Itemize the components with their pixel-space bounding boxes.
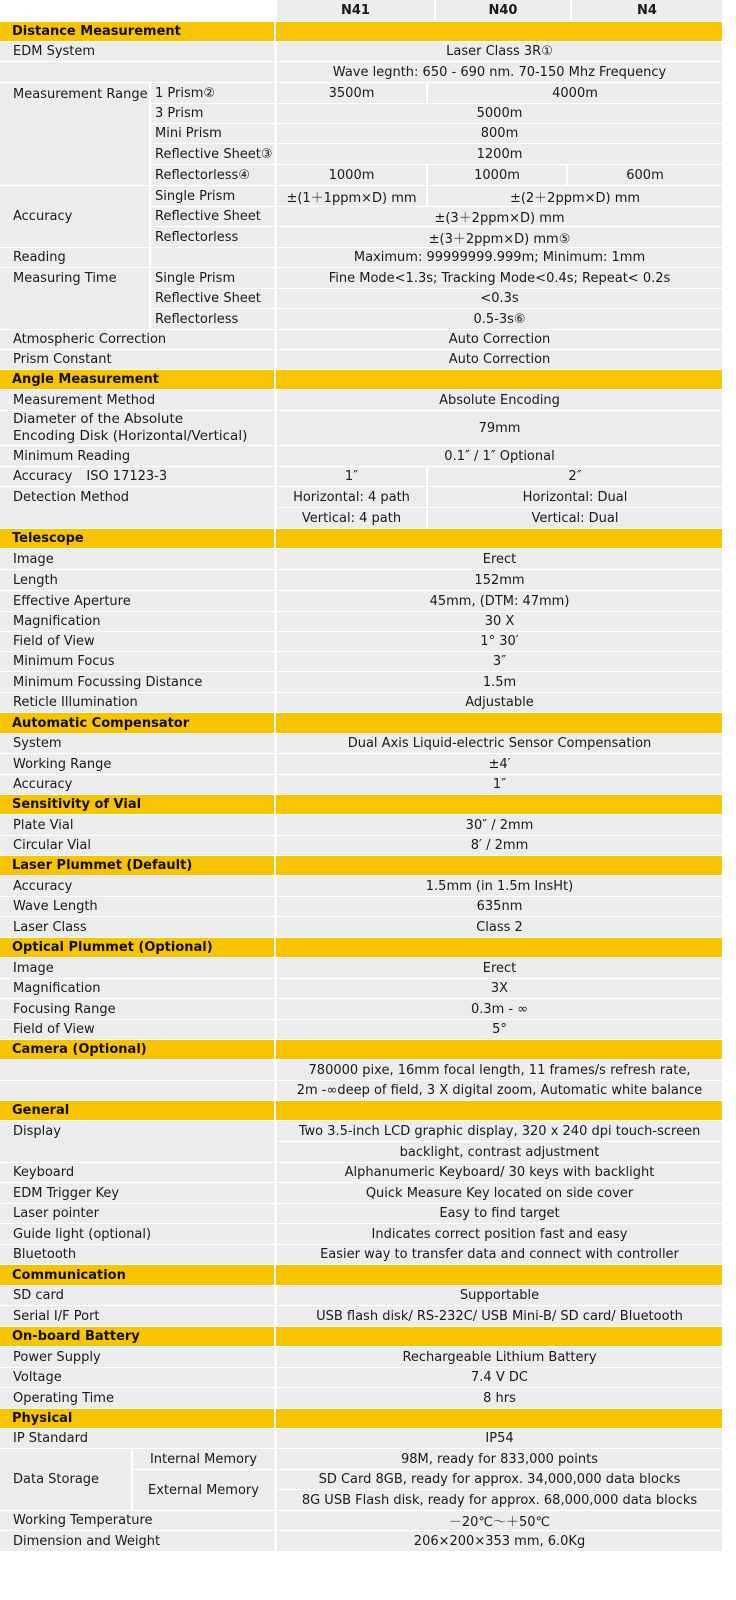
value-n41: 3500m: [277, 83, 426, 103]
row-circular-vial: [0, 836, 736, 855]
row-label: Minimum Focus: [0, 652, 274, 671]
section-vial: [0, 795, 736, 814]
row-sublabel-external: External Memory: [133, 1470, 274, 1510]
row-reflectorless-range: [0, 165, 736, 185]
row-value: USB flash disk/ RS-232C/ USB Mini-B/ SD card/ Bluetooth: [277, 1306, 722, 1326]
row-value: 1″: [277, 775, 722, 794]
row-laser-accuracy: [0, 876, 736, 896]
row-working-temperature: [0, 1511, 736, 1530]
row-value: <0.3s: [277, 289, 722, 308]
header-n4: N4: [572, 0, 722, 21]
section-laser-plummet: [0, 856, 736, 875]
row-value: 1.5mm (in 1.5m InsHt): [277, 876, 722, 896]
row-label: System: [0, 734, 274, 753]
value-n41: 1″: [277, 467, 426, 486]
section-title: Camera (Optional): [0, 1040, 274, 1059]
row-value: 0.1″ / 1″ Optional: [277, 446, 722, 466]
row-label: IP Standard: [0, 1429, 274, 1448]
row-label: Magnification: [0, 979, 274, 998]
row-label: Reading: [0, 248, 149, 267]
row-value: 1.5m: [277, 672, 722, 692]
row-label: Circular Vial: [0, 836, 274, 855]
section-communication: [0, 1265, 736, 1285]
row-label: Prism Constant: [0, 350, 274, 369]
section-title: General: [0, 1101, 274, 1120]
value-external-memory-line1: SD Card 8GB, ready for approx. 34,000,000 data blocks: [277, 1470, 722, 1489]
row-sublabel: Mini Prism: [151, 124, 274, 143]
section-angle: [0, 370, 736, 389]
value-n40-horizontal: Horizontal: Dual: [428, 487, 722, 507]
section-optical-plummet: [0, 938, 736, 957]
row-value: Erect: [277, 958, 722, 978]
row-value: Indicates correct position fast and easy: [277, 1224, 722, 1244]
value-external-memory-line2: 8G USB Flash disk, ready for approx. 68,000,000 data blocks: [277, 1490, 722, 1510]
row-mini-prism: [0, 124, 736, 143]
row-label: Measurement Method: [0, 390, 274, 410]
row-sublabel: Single Prism: [151, 186, 274, 206]
row-prism-constant: [0, 350, 736, 369]
row-value: Class 2: [277, 917, 722, 937]
row-label-standard: ISO 17123-3: [86, 469, 168, 484]
row-value: Absolute Encoding: [277, 390, 722, 410]
row-label: Bluetooth: [0, 1245, 274, 1264]
value-n40-n4: 2″: [428, 467, 722, 486]
row-label: SD card: [0, 1286, 274, 1305]
row-label: Operating Time: [0, 1388, 274, 1408]
section-title: Angle Measurement: [0, 370, 274, 389]
row-label: Wave Length: [0, 897, 274, 916]
value-n41-vertical: Vertical: 4 path: [277, 508, 426, 528]
row-voltage: [0, 1368, 736, 1387]
row-label: Keyboard: [0, 1163, 274, 1182]
section-battery: [0, 1327, 736, 1346]
row-value: Supportable: [277, 1286, 722, 1305]
row-value: Alphanumeric Keyboard/ 30 keys with backlight: [277, 1163, 722, 1182]
row-edm-trigger: [0, 1183, 736, 1203]
row-prism-3: [0, 104, 736, 123]
row-label-line1: Diameter of the Absolute: [13, 411, 184, 427]
section-title: On-board Battery: [0, 1327, 274, 1346]
row-label: Detection Method: [0, 487, 274, 507]
row-value: 30 X: [277, 612, 722, 631]
section-title: Automatic Compensator: [0, 713, 274, 733]
row-label: Dimension and Weight: [0, 1531, 274, 1551]
row-label: Focusing Range: [0, 999, 274, 1019]
row-label: Measurement Range: [0, 83, 149, 105]
row-label: Accuracy: [0, 876, 274, 896]
row-operating-time: [0, 1388, 736, 1408]
row-laser-pointer: [0, 1204, 736, 1223]
row-value: 5°: [277, 1020, 722, 1039]
row-compensator-accuracy: [0, 775, 736, 794]
row-label: Minimum Reading: [0, 446, 274, 466]
row-value: Laser Class 3R①: [277, 42, 722, 61]
column-header-row: [0, 0, 736, 21]
row-prism-1: [0, 83, 736, 103]
section-physical: [0, 1409, 736, 1428]
section-distance: [0, 22, 736, 41]
row-value: Rechargeable Lithium Battery: [277, 1347, 722, 1367]
row-label: Power Supply: [0, 1347, 274, 1367]
row-value: IP54: [277, 1429, 722, 1448]
value-n41: 1000m: [277, 165, 426, 185]
row-label: Field of View: [0, 1020, 274, 1039]
header-n41: N41: [277, 0, 434, 21]
row-laser-wavelength: [0, 897, 736, 916]
row-accuracy-reflectorless: [0, 227, 736, 247]
row-minimum-reading: [0, 446, 736, 466]
row-label: Serial I/F Port: [0, 1306, 274, 1326]
row-value: Easier way to transfer data and connect with controller: [277, 1245, 722, 1264]
row-time-reflectorless: [0, 309, 736, 329]
row-plate-vial: [0, 815, 736, 835]
row-time-single: [0, 268, 736, 288]
value-n41: ±(1＋1ppm×D) mm: [277, 186, 426, 206]
row-sublabel: 3 Prism: [151, 104, 274, 123]
row-sublabel: Reflective Sheet③: [151, 144, 274, 164]
row-value: －20℃～＋50℃: [277, 1511, 722, 1530]
row-value: 780000 pixe, 16mm focal length, 11 frames/s refresh rate,: [277, 1060, 722, 1080]
row-label: Working Temperature: [0, 1511, 274, 1530]
row-label: Length: [0, 570, 274, 590]
row-optical-image: [0, 958, 736, 978]
row-reading: [0, 248, 736, 267]
row-label: Image: [0, 549, 274, 569]
row-display: [0, 1121, 736, 1162]
row-label: Reticle Illumination: [0, 693, 274, 712]
row-label: Data Storage: [0, 1449, 131, 1510]
row-detection-method: [0, 487, 736, 528]
row-sublabel: Reflectorless: [151, 309, 274, 329]
row-label: Minimum Focussing Distance: [0, 672, 274, 692]
row-label: Guide light (optional): [0, 1224, 274, 1244]
row-value: 800m: [277, 124, 722, 143]
header-n40: N40: [436, 0, 570, 21]
row-value: Fine Mode<1.3s; Tracking Mode<0.4s; Repeat< 0.2s: [277, 268, 722, 288]
row-optical-focusing-range: [0, 999, 736, 1019]
row-telescope-reticle: [0, 693, 736, 712]
row-label: Atmospheric Correction: [0, 330, 274, 349]
row-sublabel: Reflective Sheet: [151, 289, 274, 308]
row-value: ±(3＋2ppm×D) mm: [277, 207, 722, 226]
row-label: Working Range: [0, 754, 274, 774]
row-value: 7.4 V DC: [277, 1368, 722, 1387]
row-telescope-min-focus: [0, 652, 736, 671]
row-measurement-method: [0, 390, 736, 410]
row-value: 0.3m - ∞: [277, 999, 722, 1019]
row-sublabel-internal: Internal Memory: [133, 1449, 274, 1469]
row-sublabel: Reflective Sheet: [151, 207, 274, 226]
row-value: 2m -∞deep of field, 3 X digital zoom, Automatic white balance: [277, 1081, 722, 1100]
row-accuracy-single: [0, 186, 736, 206]
row-value: 3X: [277, 979, 722, 998]
row-value: Quick Measure Key located on side cover: [277, 1183, 722, 1203]
row-value: 79mm: [277, 411, 722, 445]
section-camera: [0, 1040, 736, 1059]
section-title: Communication: [0, 1265, 274, 1285]
row-sd-card: [0, 1286, 736, 1305]
row-label: Measuring Time: [0, 268, 149, 288]
row-label-line2: Encoding Disk (Horizontal/Vertical): [13, 428, 248, 444]
row-value: 45mm, (DTM: 47mm): [277, 591, 722, 611]
row-value: 1° 30′: [277, 632, 722, 651]
row-label: Laser pointer: [0, 1204, 274, 1223]
row-value: Wave legnth: 650 - 690 nm. 70-150 Mhz Frequency: [277, 62, 722, 82]
row-edm-system: [0, 42, 736, 61]
row-value: 8′ / 2mm: [277, 836, 722, 855]
row-value: Auto Correction: [277, 350, 722, 369]
row-label: EDM Trigger Key: [0, 1183, 274, 1203]
row-telescope-image: [0, 549, 736, 569]
row-label: Field of View: [0, 632, 274, 651]
row-laser-class: [0, 917, 736, 937]
section-title: Sensitivity of Vial: [0, 795, 274, 814]
row-label: Laser Class: [0, 917, 274, 937]
row-disk-diameter: [0, 411, 736, 445]
row-telescope-aperture: [0, 591, 736, 611]
row-dimension-weight: [0, 1531, 736, 1551]
row-label: EDM System: [0, 42, 274, 61]
section-general: [0, 1101, 736, 1120]
row-value: 30″ / 2mm: [277, 815, 722, 835]
row-edm-wave: [0, 62, 736, 82]
row-camera-line1: [0, 1060, 736, 1080]
row-guide-light: [0, 1224, 736, 1244]
value-n40-vertical: Vertical: Dual: [428, 508, 722, 528]
row-compensator-system: [0, 734, 736, 753]
row-value: 5000m: [277, 104, 722, 123]
row-bluetooth: [0, 1245, 736, 1264]
value-internal-memory: 98M, ready for 833,000 points: [277, 1449, 722, 1469]
row-label: Effective Aperture: [0, 591, 274, 611]
section-title: Laser Plummet (Default): [0, 856, 274, 875]
row-label: Display: [0, 1121, 274, 1141]
row-label: Image: [0, 958, 274, 978]
row-value: 3″: [277, 652, 722, 671]
row-value: Auto Correction: [277, 330, 722, 349]
row-time-sheet: [0, 289, 736, 308]
row-label: Voltage: [0, 1368, 274, 1387]
row-sublabel: Reflectorless: [151, 227, 274, 247]
value-n41-horizontal: Horizontal: 4 path: [277, 487, 426, 507]
row-value: Erect: [277, 549, 722, 569]
row-label: Magnification: [0, 612, 274, 631]
row-label: Accuracy: [0, 775, 274, 794]
row-value: ±(3＋2ppm×D) mm⑤: [277, 227, 722, 247]
row-camera-line2: [0, 1081, 736, 1100]
row-telescope-min-focus-distance: [0, 672, 736, 692]
row-value: 152mm: [277, 570, 722, 590]
row-data-storage: [0, 1449, 736, 1510]
row-optical-fov: [0, 1020, 736, 1039]
section-compensator: [0, 713, 736, 733]
row-value: ±4′: [277, 754, 722, 774]
value-n40-n4: 4000m: [428, 83, 722, 103]
section-title: Physical: [0, 1409, 274, 1428]
row-accuracy-sheet: [0, 207, 736, 226]
row-angle-accuracy: [0, 467, 736, 486]
row-value: Adjustable: [277, 693, 722, 712]
row-reflective-sheet-range: [0, 144, 736, 164]
row-value: 8 hrs: [277, 1388, 722, 1408]
row-value: 206×200×353 mm, 6.0Kg: [277, 1531, 722, 1551]
section-title: Distance Measurement: [0, 22, 274, 41]
value-n4: 600m: [568, 165, 722, 185]
row-compensator-range: [0, 754, 736, 774]
row-label: Accuracy: [0, 186, 149, 247]
value-n40-n4: ±(2＋2ppm×D) mm: [428, 186, 722, 206]
row-value: 0.5-3s⑥: [277, 309, 722, 329]
row-sublabel: Reflectorless④: [151, 165, 274, 185]
row-value: Dual Axis Liquid-electric Sensor Compensation: [277, 734, 722, 753]
row-optical-magnification: [0, 979, 736, 998]
row-value: 635nm: [277, 897, 722, 916]
row-serial-port: [0, 1306, 736, 1326]
row-keyboard: [0, 1163, 736, 1182]
section-title: Telescope: [0, 529, 274, 548]
row-label: Accuracy: [13, 469, 73, 484]
row-label: Plate Vial: [0, 815, 274, 835]
row-atmospheric: [0, 330, 736, 349]
section-title: Optical Plummet (Optional): [0, 938, 274, 957]
row-value-line1: Two 3.5-inch LCD graphic display, 320 x 240 dpi touch-screen: [277, 1121, 722, 1141]
row-value-line2: backlight, contrast adjustment: [277, 1142, 722, 1162]
row-value: Easy to find target: [277, 1204, 722, 1223]
row-sublabel: Single Prism: [151, 268, 274, 288]
row-telescope-fov: [0, 632, 736, 651]
row-sublabel: 1 Prism②: [151, 83, 274, 103]
row-value: 1200m: [277, 144, 722, 164]
value-n40: 1000m: [428, 165, 566, 185]
row-power-supply: [0, 1347, 736, 1367]
section-telescope: [0, 529, 736, 548]
row-value: Maximum: 99999999.999m; Minimum: 1mm: [277, 248, 722, 267]
row-ip-standard: [0, 1429, 736, 1448]
row-telescope-magnification: [0, 612, 736, 631]
row-telescope-length: [0, 570, 736, 590]
